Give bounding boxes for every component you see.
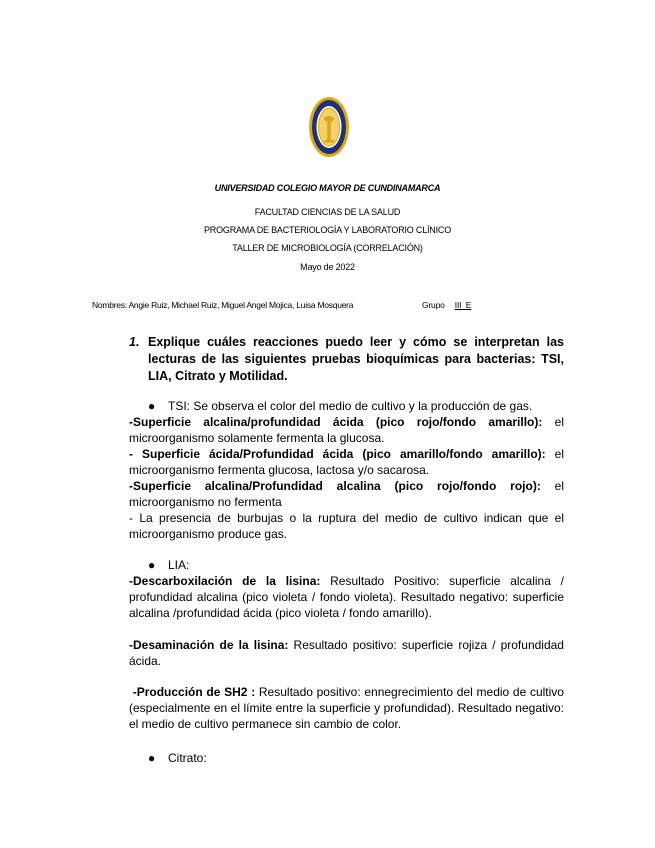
university-name: UNIVERSIDAD COLEGIO MAYOR DE CUNDINAMARCA (214, 183, 441, 193)
lia-p2-text: Resultado positivo: superficie rojiza / profundidad ácida. (129, 638, 564, 668)
group-label: Grupo (422, 300, 445, 310)
citrato-bullet (148, 750, 207, 766)
faculty-name: FACULTAD CIENCIAS DE LA SALUD (254, 207, 401, 217)
tsi-paragraph-1 (129, 414, 564, 446)
lia-p1-text: Resultado Positivo: superficie alcalina / profundidad alcalina (pico violeta / fondo violeta). Resultado negativo: superficie alcalina /profundidad ácida (pico violeta / fondo amarillo). (129, 574, 564, 620)
question-text: Explique cuáles reacciones puedo leer y cómo se interpretan las lecturas de las siguientes pruebas bioquímicas para bacterias: TSI, LIA, Citrato y Motilidad. (148, 335, 564, 383)
lia-p3-bold: -Producción de SH2 : (132, 685, 256, 699)
tsi-bullet (148, 398, 532, 414)
bullet-icon: ● (148, 558, 156, 572)
lia-p1-bold: -Descarboxilación de la lisina: (129, 574, 321, 588)
lia-bullet-text: LIA: (168, 558, 190, 572)
bullet-icon: ● (148, 751, 156, 765)
question-number: 1. (129, 335, 140, 349)
lia-p2-bold: -Desaminación de la lisina: (129, 638, 289, 652)
tsi-paragraph-4: - La presencia de burbujas o la ruptura del medio de cultivo indican que el microorganismo produce gas. (129, 511, 564, 541)
tsi-paragraph-2 (129, 446, 564, 478)
document-date: Mayo de 2022 (300, 262, 355, 272)
lia-paragraph-1 (129, 573, 564, 621)
tsi-p2-text: el microorganismo fermenta glucosa, lactosa y/o sacarosa. (129, 447, 564, 477)
tsi-p1-bold: -Superficie alcalina/profundidad ácida (pico rojo/fondo amarillo): (129, 415, 543, 429)
group-info (422, 300, 471, 310)
tsi-paragraph-3 (129, 478, 564, 510)
lia-paragraph-2 (129, 637, 564, 669)
lia-paragraph-3 (129, 684, 564, 732)
tsi-bullet-text: TSI: Se observa el color del medio de cultivo y la producción de gas. (168, 399, 533, 413)
lia-bullet (148, 557, 189, 573)
tsi-p2-bold: - Superficie ácida/Profundidad ácida (pico amarillo/fondo amarillo): (129, 447, 546, 461)
question-1 (129, 334, 564, 385)
lia-p3-text: Resultado positivo: ennegrecimiento del medio de cultivo (especialmente en el límite entre la superficie y profundidad). Resultado negativo: el medio de cultivo permanece sin cambio de color. (129, 685, 564, 731)
citrato-bullet-text: Citrato: (168, 751, 207, 765)
tsi-p3-text: el microorganismo no fermenta (129, 479, 564, 509)
group-value: III_E (454, 300, 472, 310)
bullet-icon: ● (148, 399, 156, 413)
tsi-p1-text: el microorganismo solamente fermenta la glucosa. (129, 415, 564, 445)
tsi-p3-bold: -Superficie alcalina/Profundidad alcalina (pico rojo/fondo rojo): (129, 479, 541, 493)
student-names: Nombres: Angie Ruiz, Michael Ruiz, Miguel Angel Mojica, Luisa Mosquera (92, 300, 354, 310)
university-seal-icon (308, 96, 350, 158)
program-name: PROGRAMA DE BACTERIOLOGÍA Y LABORATORIO CLÍNICO (204, 225, 451, 235)
workshop-title: TALLER DE MICROBIOLOGÍA (CORRELACIÓN) (232, 243, 423, 253)
